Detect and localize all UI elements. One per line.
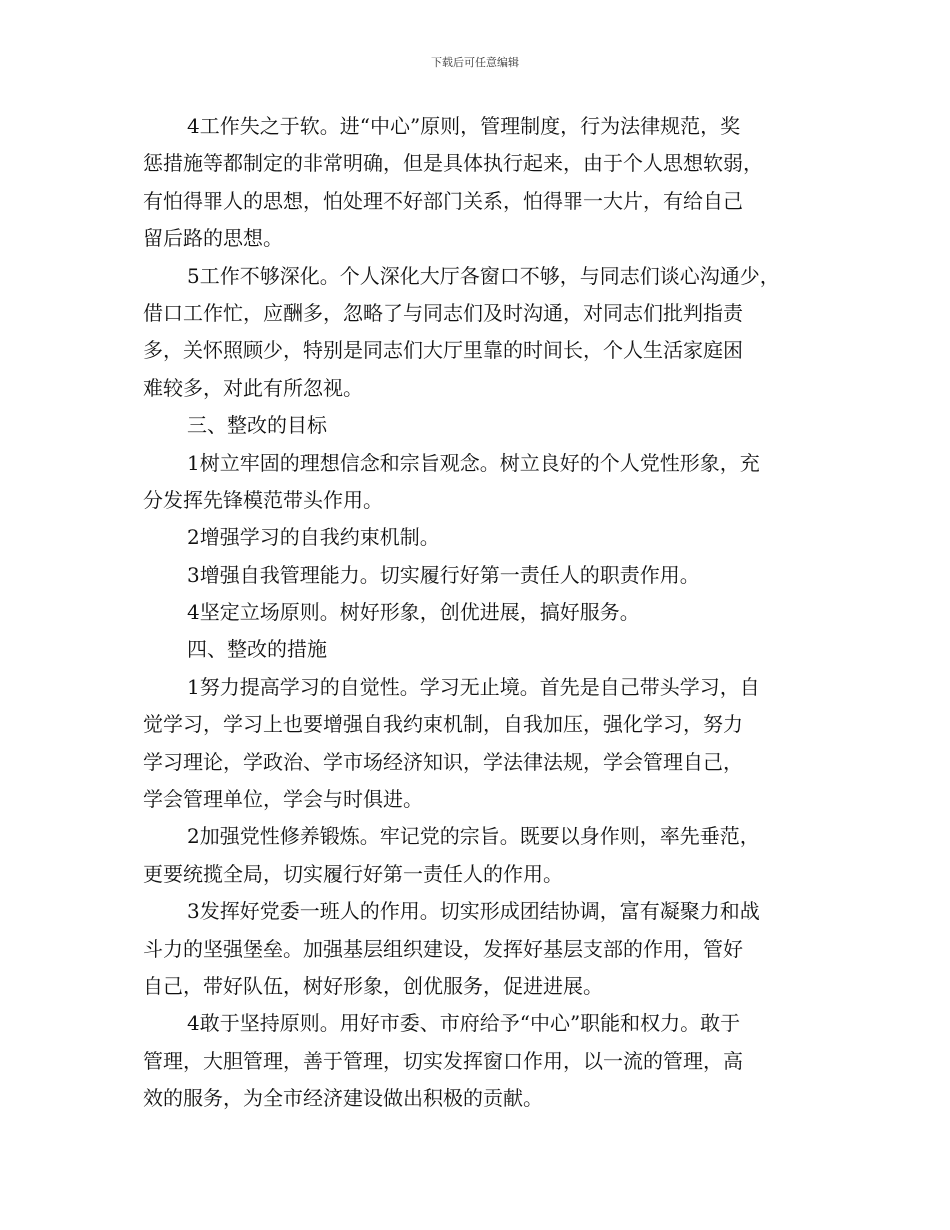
text-line: 1努力提高学习的自觉性。学习无止境。首先是自己带头学习，自 bbox=[187, 674, 760, 699]
text-line: 借口工作忙，应酬多，忽略了与同志们及时沟通，对同志们批判指责 bbox=[143, 300, 743, 325]
text-line: 斗力的坚强堡垒。加强基层组织建设，发挥好基层支部的作用，管好 bbox=[143, 936, 743, 961]
text-line: 学习理论，学政治、学市场经济知识，学法律法规，学会管理自己， bbox=[143, 749, 743, 774]
text-line: 惩措施等都制定的非常明确，但是具体执行起来，由于个人思想软弱， bbox=[143, 151, 763, 176]
text-line: 管理，大胆管理，善于管理，切实发挥窗口作用，以一流的管理，高 bbox=[143, 1048, 743, 1073]
text-line: 更要统揽全局，切实履行好第一责任人的作用。 bbox=[143, 861, 563, 886]
document-body bbox=[143, 108, 818, 1118]
text-line: 效的服务，为全市经济建设做出积极的贡献。 bbox=[143, 1086, 543, 1111]
text-line: 多，关怀照顾少，特别是同志们大厅里靠的时间长，个人生活家庭困 bbox=[143, 338, 743, 363]
text-line: 1树立牢固的理想信念和宗旨观念。树立良好的个人党性形象，充 bbox=[187, 450, 760, 475]
text-line: 3发挥好党委一班人的作用。切实形成团结协调，富有凝聚力和战 bbox=[187, 899, 760, 924]
text-line: 4坚定立场原则。树好形象，创优进展，搞好服务。 bbox=[187, 600, 640, 625]
text-line: 5工作不够深化。个人深化大厅各窗口不够，与同志们谈心沟通少， bbox=[187, 263, 780, 288]
text-line: 难较多，对此有所忽视。 bbox=[143, 375, 363, 400]
text-line: 4工作失之于软。进“中心”原则，管理制度，行为法律规范，奖 bbox=[187, 114, 741, 138]
text-line: 3增强自我管理能力。切实履行好第一责任人的职责作用。 bbox=[187, 562, 700, 587]
text-line: 有怕得罪人的思想，怕处理不好部门关系，怕得罪一大片，有给自己 bbox=[143, 188, 743, 213]
text-line: 分发挥先锋模范带头作用。 bbox=[143, 487, 383, 512]
text-line: 2加强党性修养锻炼。牢记党的宗旨。既要以身作则，率先垂范， bbox=[187, 824, 760, 849]
text-line: 2增强学习的自我约束机制。 bbox=[187, 525, 440, 550]
text-line: 四、整改的措施 bbox=[187, 637, 327, 662]
text-line: 觉学习，学习上也要增强自我约束机制，自我加压，强化学习，努力 bbox=[143, 712, 743, 737]
text-line: 自己，带好队伍，树好形象，创优服务，促进进展。 bbox=[143, 973, 603, 998]
page-header: 下载后可任意编辑 bbox=[431, 56, 519, 69]
text-line: 留后路的思想。 bbox=[143, 226, 283, 251]
text-line: 三、整改的目标 bbox=[187, 413, 327, 438]
text-line: 4敢于坚持原则。用好市委、市府给予“中心”职能和权力。敢于 bbox=[187, 1011, 741, 1036]
text-line: 学会管理单位，学会与时俱进。 bbox=[143, 787, 423, 812]
